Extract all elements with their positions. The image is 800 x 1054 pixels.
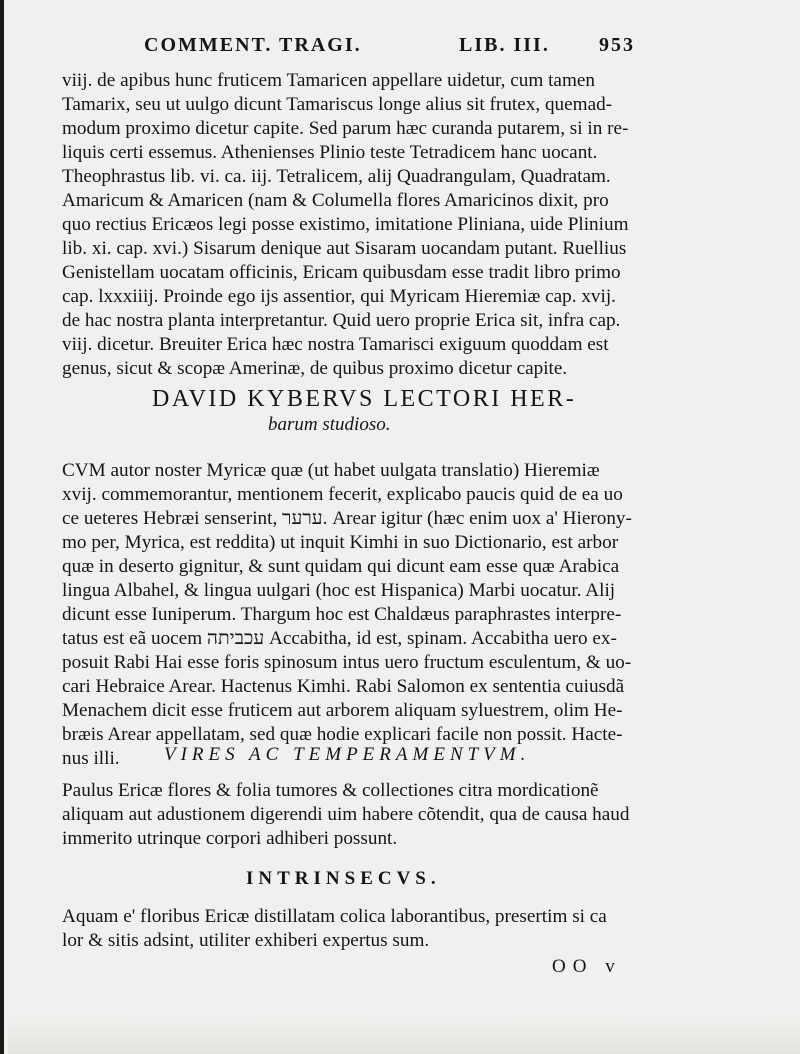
intro-line: modum proximo dicetur capite. Sed parum hæc curanda putarem, si in re- — [62, 118, 629, 139]
page-number: 953 — [599, 34, 635, 56]
kyber-line: ce ueteres Hebræi senserint, ערער. Arear igitur (hæc enim uox a' Hierony- — [62, 508, 632, 529]
intro-line: Theophrastus lib. vi. ca. iij. Tetralicem, alij Quadrangulam, Quadratam. — [62, 166, 611, 187]
kyber-line: Menachem dicit esse fruticem aut arborem aliquam syluestrem, olim He- — [62, 700, 623, 721]
kyber-line: nus illi. — [62, 748, 120, 769]
kyber-line: lingua Albahel, & lingua uulgari (hoc est Hispanica) Marbi uocatur. Alij — [62, 580, 616, 601]
running-head: COMMENT. TRAGI. — [144, 34, 362, 56]
intrinsecus-heading: INTRINSECVS. — [246, 868, 441, 889]
intro-line: cap. lxxxiiij. Proinde ego ijs assentior, qui Myricam Hieremiæ cap. xvij. — [62, 286, 616, 307]
vires-line: Paulus Ericæ flores & folia tumores & collectiones citra mordicationẽ — [62, 780, 599, 801]
intro-line: quo rectius Ericæos legi posse existimo, imitatione Pliniana, uide Plinium — [62, 214, 629, 235]
kyber-line: CVM autor noster Myricæ quæ (ut habet uulgata translatio) Hieremiæ — [62, 460, 600, 481]
intro-line: genus, sicut & scopæ Amerinæ, de quibus proximo dicetur capite. — [62, 358, 568, 379]
vires-line: aliquam aut adustionem digerendi uim habere cõtendit, qua de causa haud — [62, 804, 630, 825]
kyber-line: posuit Rabi Hai esse foris spinosum intus uero fructum esculentum, & uo- — [62, 652, 632, 673]
intro-line: liquis certi essemus. Athenienses Plinio teste Tetradicem hanc uocant. — [62, 142, 598, 163]
intro-line: Tamarix, seu ut uulgo dicunt Tamariscus longe alius sit frutex, quemad- — [62, 94, 613, 115]
kyber-line: tatus est eã uocem עכביתה Accabitha, id est, spinam. Accabitha uero ex- — [62, 628, 617, 649]
kyber-line: bræis Arear appellatam, sed quæ hodie explicari facile non possit. Hacte- — [62, 724, 623, 745]
section-title: DAVID KYBERVS LECTORI HER- — [152, 386, 577, 412]
kyber-line: cari Hebraice Arear. Hactenus Kimhi. Rabi Salomon ex sententia cuiusdã — [62, 676, 625, 697]
section-subtitle: barum studioso. — [268, 414, 391, 435]
intro-line: Amaricum & Amaricen (nam & Columella flores Amaricinos dixit, pro — [62, 190, 609, 211]
page-header — [144, 34, 664, 64]
signature-mark: OO v — [552, 956, 622, 977]
book-reference: LIB. III. — [459, 34, 550, 56]
intro-line: Genistellam uocatam officinis, Ericam quibusdam esse tradit libro primo — [62, 262, 621, 283]
intro-line: viij. de apibus hunc fruticem Tamaricen appellare uidetur, cum tamen — [62, 70, 595, 91]
kyber-line: quæ in deserto gignitur, & sunt quidam qui dicunt eam esse quæ Arabica — [62, 556, 620, 577]
intro-line: de hac nostra planta interpretantur. Quid uero proprie Erica sit, infra cap. — [62, 310, 621, 331]
vires-heading: VIRES AC TEMPERAMENTVM. — [164, 744, 531, 765]
intrinsecus-line: Aquam e' floribus Ericæ distillatam colica laborantibus, presertim si ca — [62, 906, 607, 927]
kyber-line: dicunt esse Iuniperum. Thargum hoc est Chaldæus paraphrastes interpre- — [62, 604, 622, 625]
intrinsecus-line: lor & sitis adsint, utiliter exhiberi expertus sum. — [62, 930, 430, 951]
kyber-line: mo per, Myrica, est reddita) ut inquit Kimhi in suo Dictionario, est arbor — [62, 532, 619, 553]
page-bottom-shadow — [8, 1020, 800, 1054]
intro-line: lib. xi. cap. xvi.) Sisarum denique aut Sisaram uocandam putant. Ruellius — [62, 238, 627, 259]
intro-line: viij. dicetur. Breuiter Erica hæc nostra Tamarisci exiguum quoddam est — [62, 334, 609, 355]
vires-line: immerito utrinque corpori adhiberi possunt. — [62, 828, 398, 849]
kyber-line: xvij. commemorantur, mentionem fecerit, explicabo paucis quid de ea uo — [62, 484, 623, 505]
